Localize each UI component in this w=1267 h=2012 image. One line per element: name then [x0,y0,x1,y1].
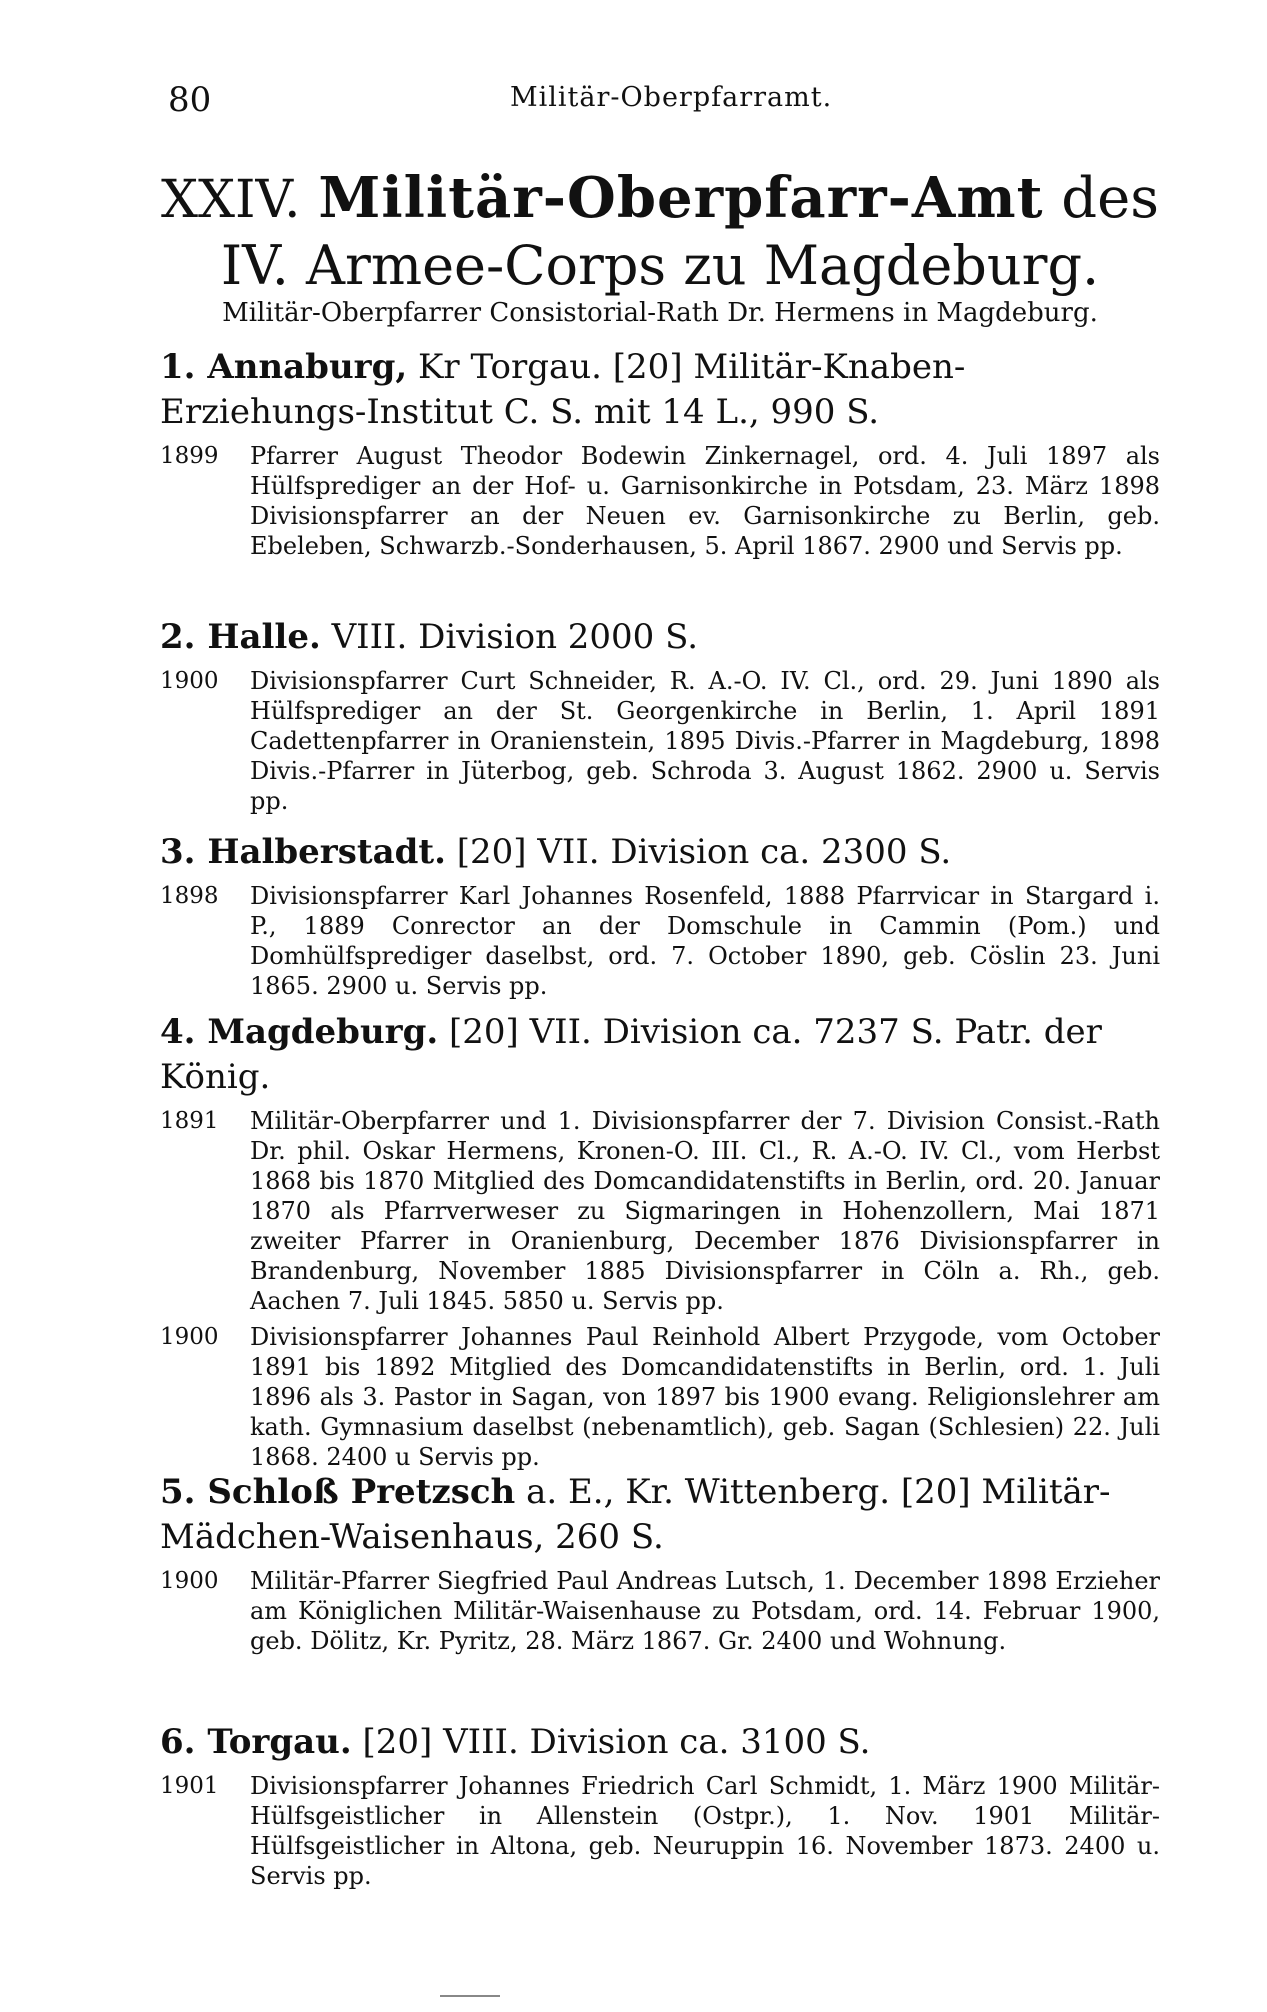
entry-text: Militär-Oberpfarrer und 1. Divisionspfarrer der 7. Division Consist.-Rath Dr. phil. Oskar Hermens, Kronen-O. III. Cl., R. A.-O. IV. Cl., vom Herbst 1868 bis 1870 Mitglied des Domcandidatenstifts in Berlin, ord. 20. Januar 1870 als Pfarrverweser zu Sigmaringen in Hohenzollern, Mai 1871 zweiter Pfarrer in Oranienburg, December 1876 Divisionspfarrer in Brandenburg, November 1885 Divisionspfarrer in Cöln a. Rh., geb. Aachen 7. Juli 1845. 5850 u. Servis pp. [250,1107,1160,1315]
section-heading [160,1470,1160,1560]
section-torgau [160,1720,1160,1891]
pastor-entry [160,1106,1160,1316]
section-place: 6. Torgau. [160,1722,352,1762]
running-head [160,80,1187,120]
section-heading [160,345,1160,435]
chapter-title-des: des [1061,166,1160,231]
pastor-entry [160,1771,1160,1891]
entry-year: 1899 [160,443,219,469]
entry-text: Divisionspfarrer Johannes Paul Reinhold Albert Przygode, vom October 1891 bis 1892 Mitglied des Domcandidatenstifts in Berlin, ord. 1. Juli 1896 als 3. Pastor in Sagan, von 1897 bis 1900 evang. Religionslehrer am kath. Gymnasium daselbst (nebenamtlich), geb. Sagan (Schlesien) 22. Juli 1868. 2400 u Servis pp. [250,1323,1160,1471]
section-annaburg [160,345,1160,561]
pastor-entry [160,881,1160,1001]
entry-text: Divisionspfarrer Curt Schneider, R. A.-O. IV. Cl., ord. 29. Juni 1890 als Hülfsprediger an der St. Georgenkirche in Berlin, 1. April 1891 Cadettenpfarrer in Oranienstein, 1895 Divis.-Pfarrer in Magdeburg, 1898 Divis.-Pfarrer in Jüterbog, geb. Schroda 3. August 1862. 2900 u. Servis pp. [250,667,1160,815]
entry-text: Divisionspfarrer Karl Johannes Rosenfeld, 1888 Pfarrvicar in Stargard i. P., 1889 Conrector an der Domschule in Cammin (Pom.) und Domhülfsprediger daselbst, ord. 7. October 1890, geb. Cöslin 23. Juni 1865. 2900 u. Servis pp. [250,882,1160,1000]
entry-year: 1900 [160,668,219,694]
section-place: 3. Halberstadt. [160,832,446,872]
chapter-title [160,165,1160,299]
pastor-entry [160,1566,1160,1656]
section-heading [160,1720,1160,1765]
entry-year: 1898 [160,883,219,909]
section-heading [160,1010,1160,1100]
section-details: a. E., Kr. Wittenberg. [20] Militär-Mädchen-Waisenhaus, 260 S. [160,1472,1111,1557]
chapter-title-line-2: IV. Armee-Corps zu Magdeburg. [220,234,1100,297]
section-halle [160,615,1160,816]
section-schloss-pretzsch [160,1470,1160,1656]
section-details: [20] VII. Division ca. 7237 S. Patr. der König. [160,1012,1102,1097]
pastor-entry [160,1322,1160,1472]
entry-year: 1891 [160,1108,219,1134]
entry-text: Pfarrer August Theodor Bodewin Zinkernagel, ord. 4. Juli 1897 als Hülfsprediger an der Hof- u. Garnisonkirche in Potsdam, 23. März 1898 Divisionspfarrer an der Neuen ev. Garnisonkirche zu Berlin, geb. Ebeleben, Schwarzb.-Sonderhausen, 5. April 1867. 2900 und Servis pp. [250,442,1160,560]
entry-year: 1900 [160,1568,219,1594]
entry-year: 1900 [160,1324,219,1350]
entry-year: 1901 [160,1773,219,1799]
section-halberstadt [160,830,1160,1001]
pastor-entry [160,441,1160,561]
section-place: 5. Schloß Pretzsch [160,1472,516,1512]
section-place: 4. Magdeburg. [160,1012,439,1052]
section-details: VIII. Division 2000 S. [331,617,699,657]
entry-text: Divisionspfarrer Johannes Friedrich Carl Schmidt, 1. März 1900 Militär-Hülfsgeistlicher in Allenstein (Ostpr.), 1. Nov. 1901 Militär-Hülfsgeistlicher in Altona, geb. Neuruppin 16. November 1873. 2400 u. Servis pp. [250,1772,1160,1890]
section-details: Kr Torgau. [20] Militär-Knaben-Erziehungs-Institut C. S. mit 14 L., 990 S. [160,347,966,432]
section-details: [20] VIII. Division ca. 3100 S. [362,1722,871,1762]
entry-text: Militär-Pfarrer Siegfried Paul Andreas Lutsch, 1. December 1898 Erzieher am Königlichen Militär-Waisenhause zu Potsdam, ord. 14. Februar 1900, geb. Dölitz, Kr. Pyritz, 28. März 1867. Gr. 2400 und Wohnung. [250,1567,1160,1655]
superior-line: Militär-Oberpfarrer Consistorial-Rath Dr. Hermens in Magdeburg. [222,298,1098,328]
bottom-rule [440,1995,500,1997]
section-place: 2. Halle. [160,617,321,657]
section-heading [160,830,1160,875]
chapter-number: XXIV. [160,170,301,230]
section-place: 1. Annaburg, [160,347,408,387]
pastor-entry [160,666,1160,816]
page-number: 80 [168,80,212,120]
chapter-title-main: Militär-Oberpfarr-Amt [318,165,1044,231]
section-details: [20] VII. Division ca. 2300 S. [456,832,952,872]
section-heading [160,615,1160,660]
section-magdeburg [160,1010,1160,1472]
chapter-title-line-1 [160,165,1160,233]
running-title: Militär-Oberpfarramt. [510,82,833,113]
